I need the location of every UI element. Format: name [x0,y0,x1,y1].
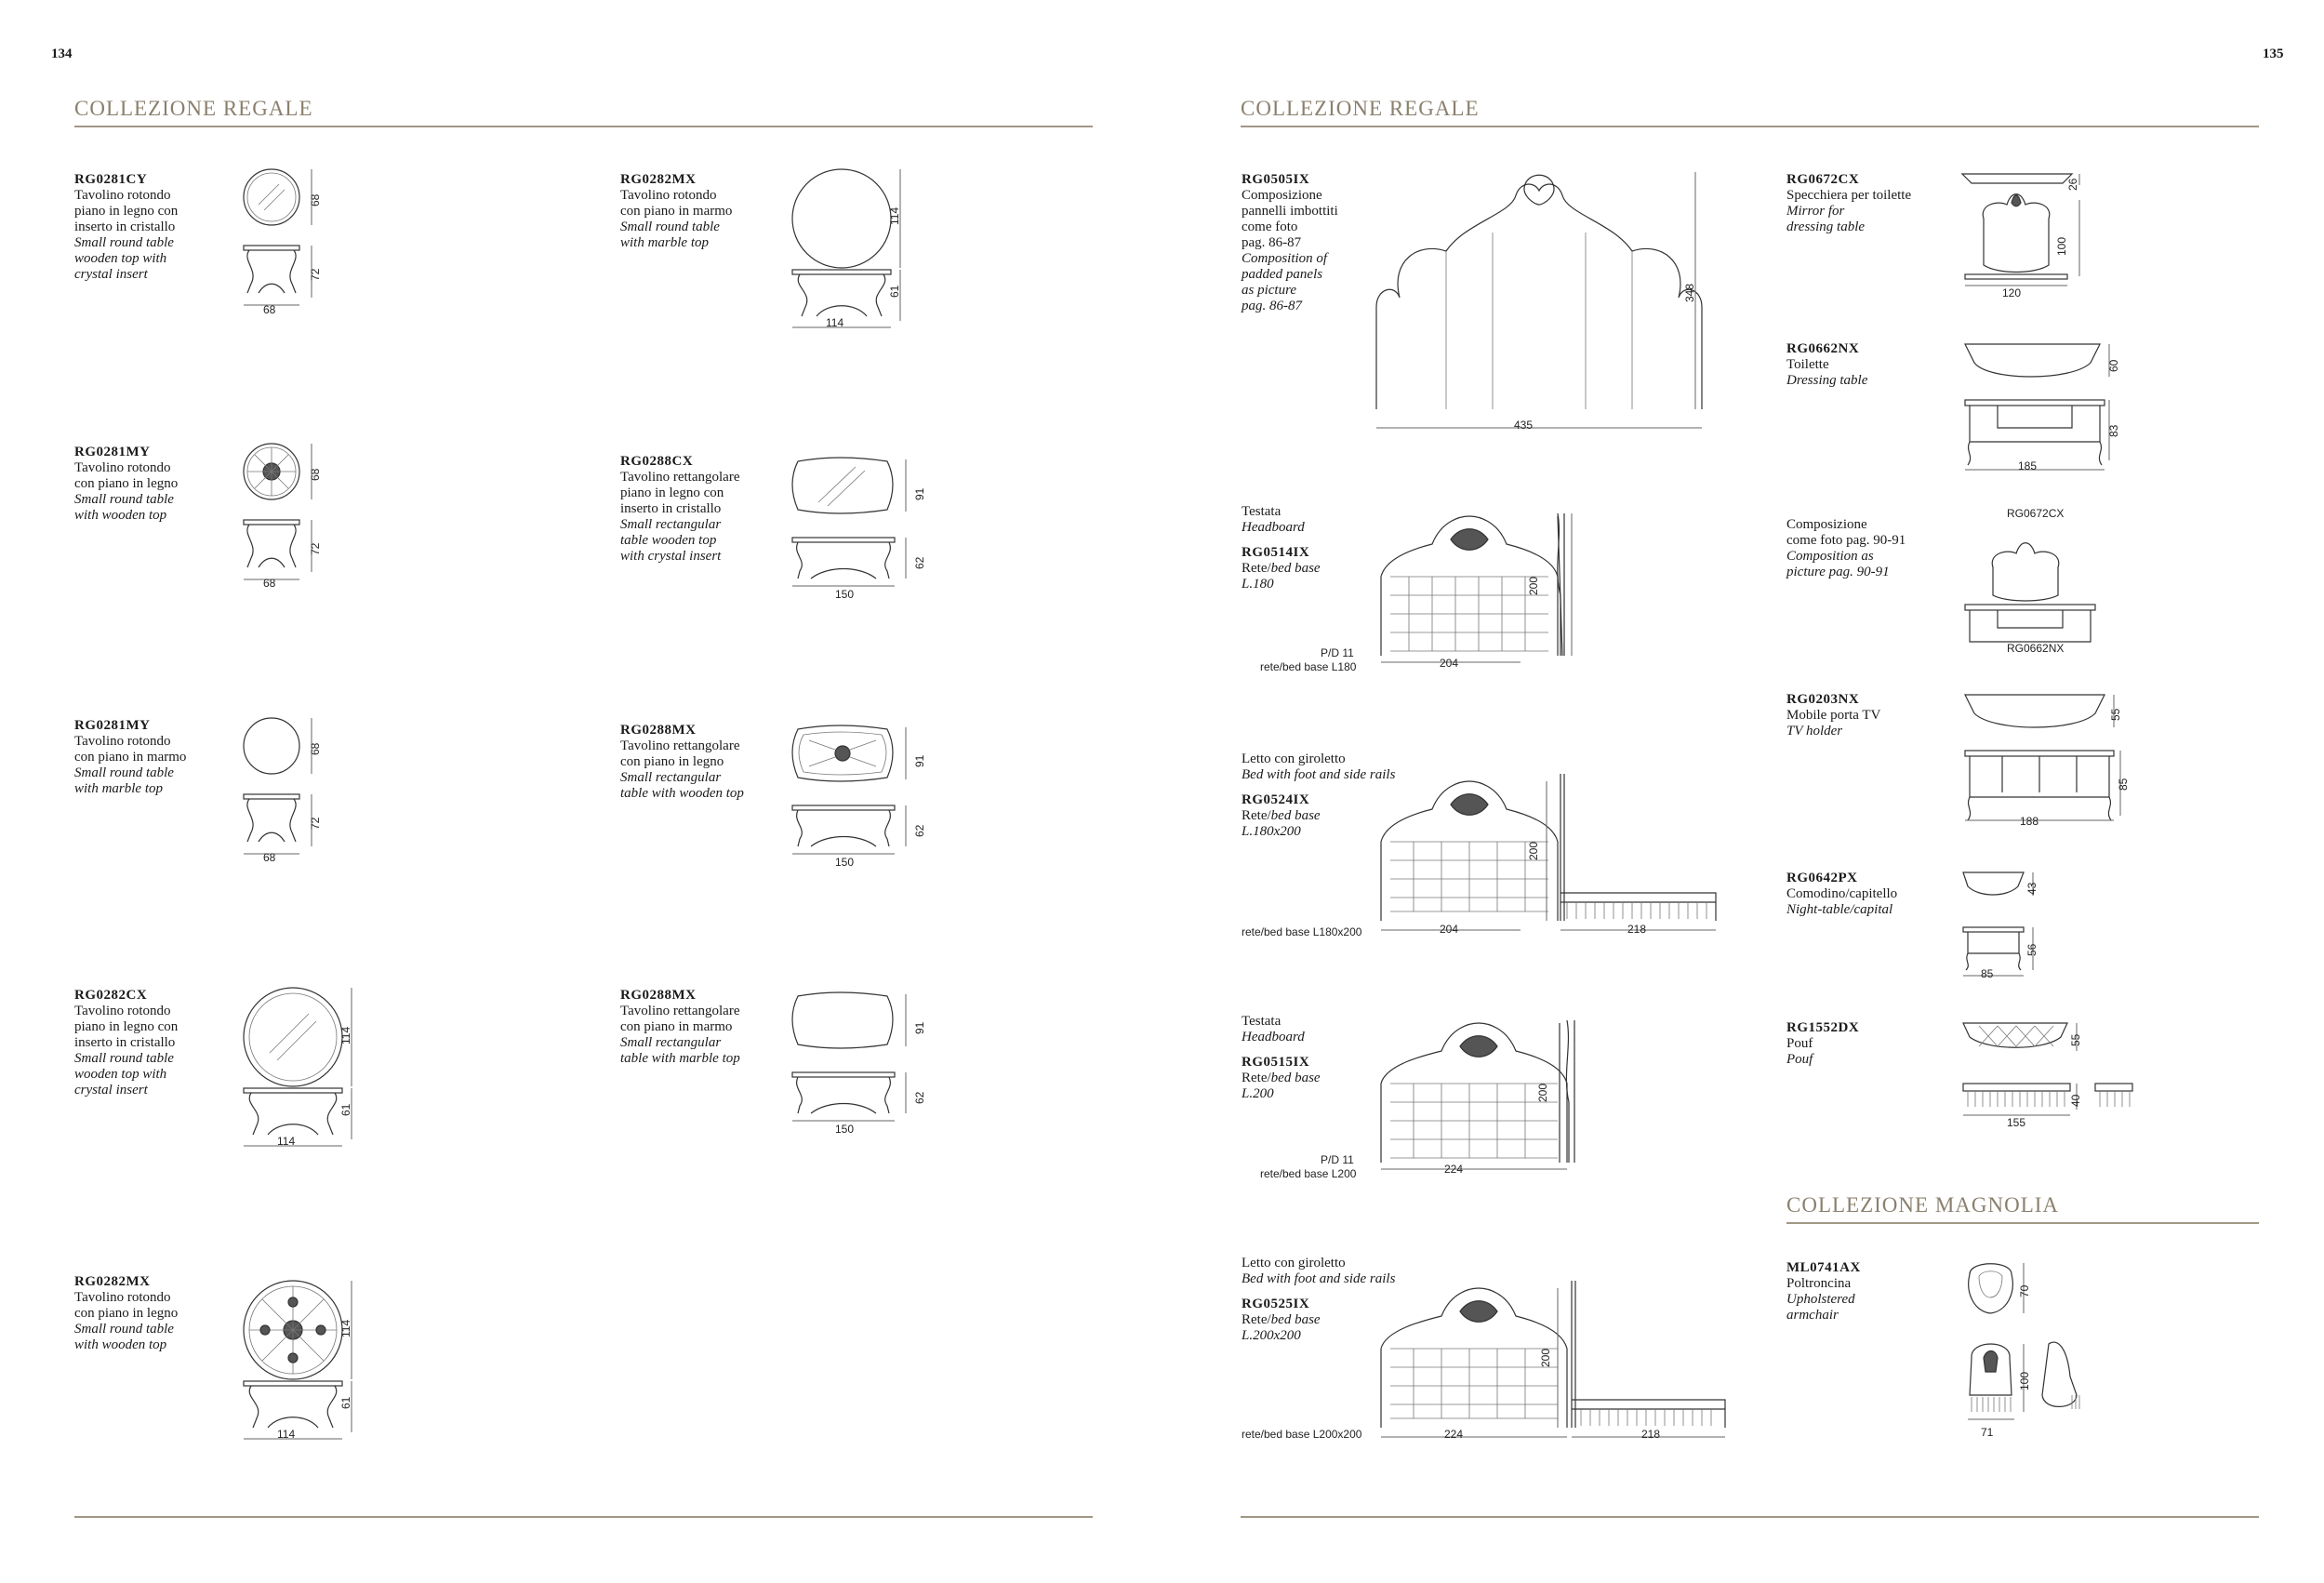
desc-en: Dressing table [1786,373,1868,388]
drawing-round-table-glass-large [242,986,372,1153]
desc-it: Tavolino rotondo [74,460,171,475]
desc-it: inserto in cristallo [620,501,722,516]
desc-it: piano in legno con [74,204,179,219]
desc-it: con piano in marmo [620,1019,733,1034]
desc-it: pannelli imbottiti [1242,204,1338,219]
type-en: Bed with foot and side rails [1242,767,1396,782]
drawing-round-table-marble [790,167,930,335]
dim-label: 85 [1981,967,1994,980]
desc-en: Small rectangular [620,517,722,532]
dim-label: 200 [1536,1083,1549,1102]
drawing-headboard-side [1553,512,1572,660]
desc-it: Rete/ [1242,1071,1271,1085]
desc-it: Mobile porta TV [1786,708,1881,723]
dim-label: 114 [826,316,844,329]
desc-en: Small rectangular [620,1035,722,1050]
dim-label: 100 [2055,236,2068,256]
product-code: RG0642PX [1786,871,1858,885]
desc-en: table with marble top [620,1051,740,1066]
desc-en: pag. 86-87 [1242,299,1302,313]
desc-en: L.180x200 [1242,824,1301,839]
dim-label: 114 [339,1026,352,1044]
note-label: rete/bed base L180 [1260,660,1357,673]
desc-it: Rete/ [1242,561,1271,576]
desc-en: Small round table [74,492,174,507]
desc-it: Composizione [1242,188,1322,203]
section-title-magnolia: COLLEZIONE MAGNOLIA [1786,1193,2060,1217]
dim-label: 348 [1683,283,1696,302]
note-label: rete/bed base L200x200 [1242,1428,1362,1441]
desc-en: L.200x200 [1242,1328,1301,1343]
dim-label: 68 [263,303,276,316]
drawing-bed-200 [1376,1279,1739,1446]
drawing-rect-table-marble [790,991,939,1130]
dim-label: 68 [263,577,276,590]
desc-en: Small round table [74,1322,174,1337]
desc-it: Tavolino rotondo [74,188,171,203]
page-number-left: 134 [51,47,73,61]
product-code: RG0525IX [1242,1297,1310,1311]
type-en: Headboard [1242,520,1305,535]
type-it: Letto con giroletto [1242,752,1346,766]
desc-it: piano in legno con [620,486,724,500]
drawing-round-table-wood [242,442,344,591]
desc-it: Tavolino rotondo [74,1290,171,1305]
section-rule [74,126,1093,127]
product-code: RG0203NX [1786,692,1860,707]
dim-label: 68 [309,468,322,481]
desc-it: con piano in marmo [620,204,733,219]
dim-label: 56 [2025,943,2038,956]
desc-en: Composition as [1786,549,1874,564]
desc-it: Comodino/capitello [1786,886,1898,901]
product-code: RG0288MX [620,723,697,738]
desc-en: Night-table/capital [1786,902,1893,917]
product-code: RG0282CX [74,988,148,1003]
desc-en: Upholstered [1786,1292,1855,1307]
desc-it: come foto [1242,219,1298,234]
desc-en: dressing table [1786,219,1866,234]
desc-it: Rete/ [1242,1312,1271,1327]
section-title-regale-left: COLLEZIONE REGALE [74,97,313,120]
product-code: RG0281CY [74,172,148,187]
product-code: RG0282MX [74,1274,151,1289]
desc-it: con piano in legno [620,754,724,769]
dim-label: 224 [1444,1163,1464,1176]
desc-it: Specchiera per toilette [1786,188,1912,203]
drawing-rect-table-glass [790,456,939,595]
dim-label: 40 [2069,1094,2082,1107]
product-code: RG0281MY [74,718,151,733]
product-code: RG0505IX [1242,172,1310,187]
drawing-mirror [1960,172,2081,298]
desc-en: picture pag. 90-91 [1786,565,1890,579]
desc-en: wooden top with [74,1067,167,1082]
desc-it: inserto in cristallo [74,219,176,234]
type-it: Letto con giroletto [1242,1256,1346,1270]
drawing-night-table [1960,870,2053,981]
dim-label: 26 [2066,178,2079,191]
product-code: RG1552DX [1786,1020,1860,1035]
dim-label: 68 [309,193,322,206]
dim-label: 204 [1440,923,1459,936]
dim-label: 91 [913,487,926,500]
pd-label: P/D 11 [1321,646,1354,659]
dim-label: 83 [2107,424,2120,437]
desc-en: table wooden top [620,533,717,548]
desc-it: Rete/ [1242,808,1271,823]
desc-it: con piano in marmo [74,750,187,765]
product-code: RG0288MX [620,988,697,1003]
desc-en: Small round table [74,765,174,780]
desc-it: Tavolino rotondo [74,734,171,749]
type-it: Testata [1242,1014,1282,1029]
section-title-regale-right: COLLEZIONE REGALE [1241,97,1480,120]
desc-it: Pouf [1786,1036,1813,1051]
dim-label: 114 [277,1428,296,1441]
dim-label: 55 [2109,708,2122,721]
desc-en: Pouf [1786,1052,1813,1067]
dim-label: 68 [309,742,322,755]
desc-it: Tavolino rettangolare [620,738,740,753]
desc-en: crystal insert [74,1083,148,1097]
drawing-round-table-wood-large [242,1279,372,1446]
dim-label: 218 [1641,1428,1661,1441]
type-en: Bed with foot and side rails [1242,1271,1396,1286]
desc-en: with wooden top [74,1337,167,1352]
product-code: RG0282MX [620,172,697,187]
dim-label: 114 [339,1319,352,1337]
desc-en: bed base [1270,561,1321,576]
dim-label: 188 [2020,815,2039,828]
drawing-bed-180 [1376,772,1739,939]
desc-en: Small round table [74,1051,174,1066]
desc-en: Composition of [1242,251,1328,266]
dim-label: 204 [1440,657,1459,670]
dim-label: 72 [309,268,322,281]
dim-label: 68 [263,851,276,864]
desc-en: with marble top [620,235,710,250]
drawing-round-table-glass [242,167,344,316]
product-code: ML0741AX [1786,1260,1861,1275]
drawing-pouf [1960,1018,2146,1130]
desc-en: padded panels [1242,267,1323,282]
dim-label: 72 [309,542,322,555]
desc-en: table with wooden top [620,786,744,801]
desc-en: Small rectangular [620,770,722,785]
type-it: Testata [1242,504,1282,519]
desc-en: crystal insert [74,267,148,282]
comp-label: RG0662NX [2007,642,2065,655]
type-en: Headboard [1242,1030,1305,1044]
dim-label: 55 [2069,1033,2082,1046]
dim-label: 70 [2018,1284,2031,1297]
desc-it: inserto in cristallo [74,1035,176,1050]
dim-label: 72 [309,817,322,830]
drawing-armchair [1960,1256,2128,1442]
dim-label: 150 [835,1123,855,1136]
desc-en: bed base [1270,1071,1321,1085]
dim-label: 60 [2107,359,2120,372]
note-label: rete/bed base L200 [1260,1167,1357,1180]
dim-label: 91 [913,1021,926,1034]
dim-label: 150 [835,856,855,869]
product-code: RG0662NX [1786,341,1860,356]
footer-rule [74,1516,1093,1518]
section-rule [1786,1222,2259,1224]
desc-it: Tavolino rettangolare [620,470,740,485]
drawing-composition [1960,521,2109,651]
desc-en: Small round table [620,219,720,234]
dim-label: 71 [1981,1426,1994,1439]
desc-en: L.180 [1242,577,1274,592]
desc-it: con piano in legno [74,1306,179,1321]
note-label: rete/bed base L180x200 [1242,925,1362,938]
dim-label: 61 [339,1103,352,1116]
desc-it: Tavolino rotondo [74,1004,171,1018]
dim-label: 150 [835,588,855,601]
drawing-padded-panels [1372,167,1706,437]
comp-label: RG0672CX [2007,507,2065,520]
product-code: RG0281MY [74,445,151,459]
dim-label: 120 [2002,286,2022,299]
desc-en: with crystal insert [620,549,722,564]
desc-it: pag. 86-87 [1242,235,1302,250]
dim-label: 200 [1527,576,1540,595]
desc-en: with marble top [74,781,164,796]
desc-en: bed base [1270,808,1321,823]
footer-rule [1241,1516,2259,1518]
dim-label: 185 [2018,459,2038,472]
dim-label: 62 [913,1091,926,1104]
product-code: RG0524IX [1242,792,1310,807]
section-rule [1241,126,2259,127]
drawing-headboard-side [1558,1018,1586,1167]
desc-en: wooden top with [74,251,167,266]
drawing-tv-holder [1960,690,2128,825]
dim-label: 62 [913,556,926,569]
page-number-right: 135 [2263,47,2284,61]
dim-label: 62 [913,824,926,837]
desc-it: con piano in legno [74,476,179,491]
drawing-rect-table-wood [790,724,939,863]
desc-it: Composizione [1786,517,1867,532]
desc-it: Tavolino rettangolare [620,1004,740,1018]
product-code: RG0672CX [1786,172,1860,187]
desc-en: as picture [1242,283,1297,298]
desc-en: L.200 [1242,1086,1274,1101]
desc-en: armchair [1786,1308,1839,1323]
desc-en: Small round table [74,235,174,250]
dim-label: 114 [277,1135,296,1148]
dim-label: 85 [2117,778,2130,791]
dim-label: 91 [913,754,926,767]
desc-en: bed base [1270,1312,1321,1327]
dim-label: 218 [1627,923,1647,936]
desc-en: Mirror for [1786,204,1845,219]
dim-label: 435 [1514,419,1534,432]
desc-it: Toilette [1786,357,1829,372]
dim-label: 155 [2007,1116,2026,1129]
product-code: RG0288CX [620,454,694,469]
desc-it: Poltroncina [1786,1276,1852,1291]
dim-label: 224 [1444,1428,1464,1441]
desc-it: come foto pag. 90-91 [1786,533,1906,548]
dim-label: 100 [2018,1371,2031,1390]
product-code: RG0514IX [1242,545,1310,560]
dim-label: 61 [888,285,901,298]
desc-it: piano in legno con [74,1019,179,1034]
dim-label: 43 [2025,882,2038,895]
desc-en: TV holder [1786,724,1843,738]
desc-it: Tavolino rotondo [620,188,717,203]
dim-label: 114 [888,206,901,225]
drawing-dressing-table [1960,339,2118,470]
dim-label: 200 [1527,841,1540,860]
drawing-round-table-marble-small [242,716,344,865]
desc-en: with wooden top [74,508,167,523]
pd-label: P/D 11 [1321,1153,1354,1166]
dim-label: 200 [1539,1348,1552,1367]
product-code: RG0515IX [1242,1055,1310,1070]
dim-label: 61 [339,1396,352,1409]
